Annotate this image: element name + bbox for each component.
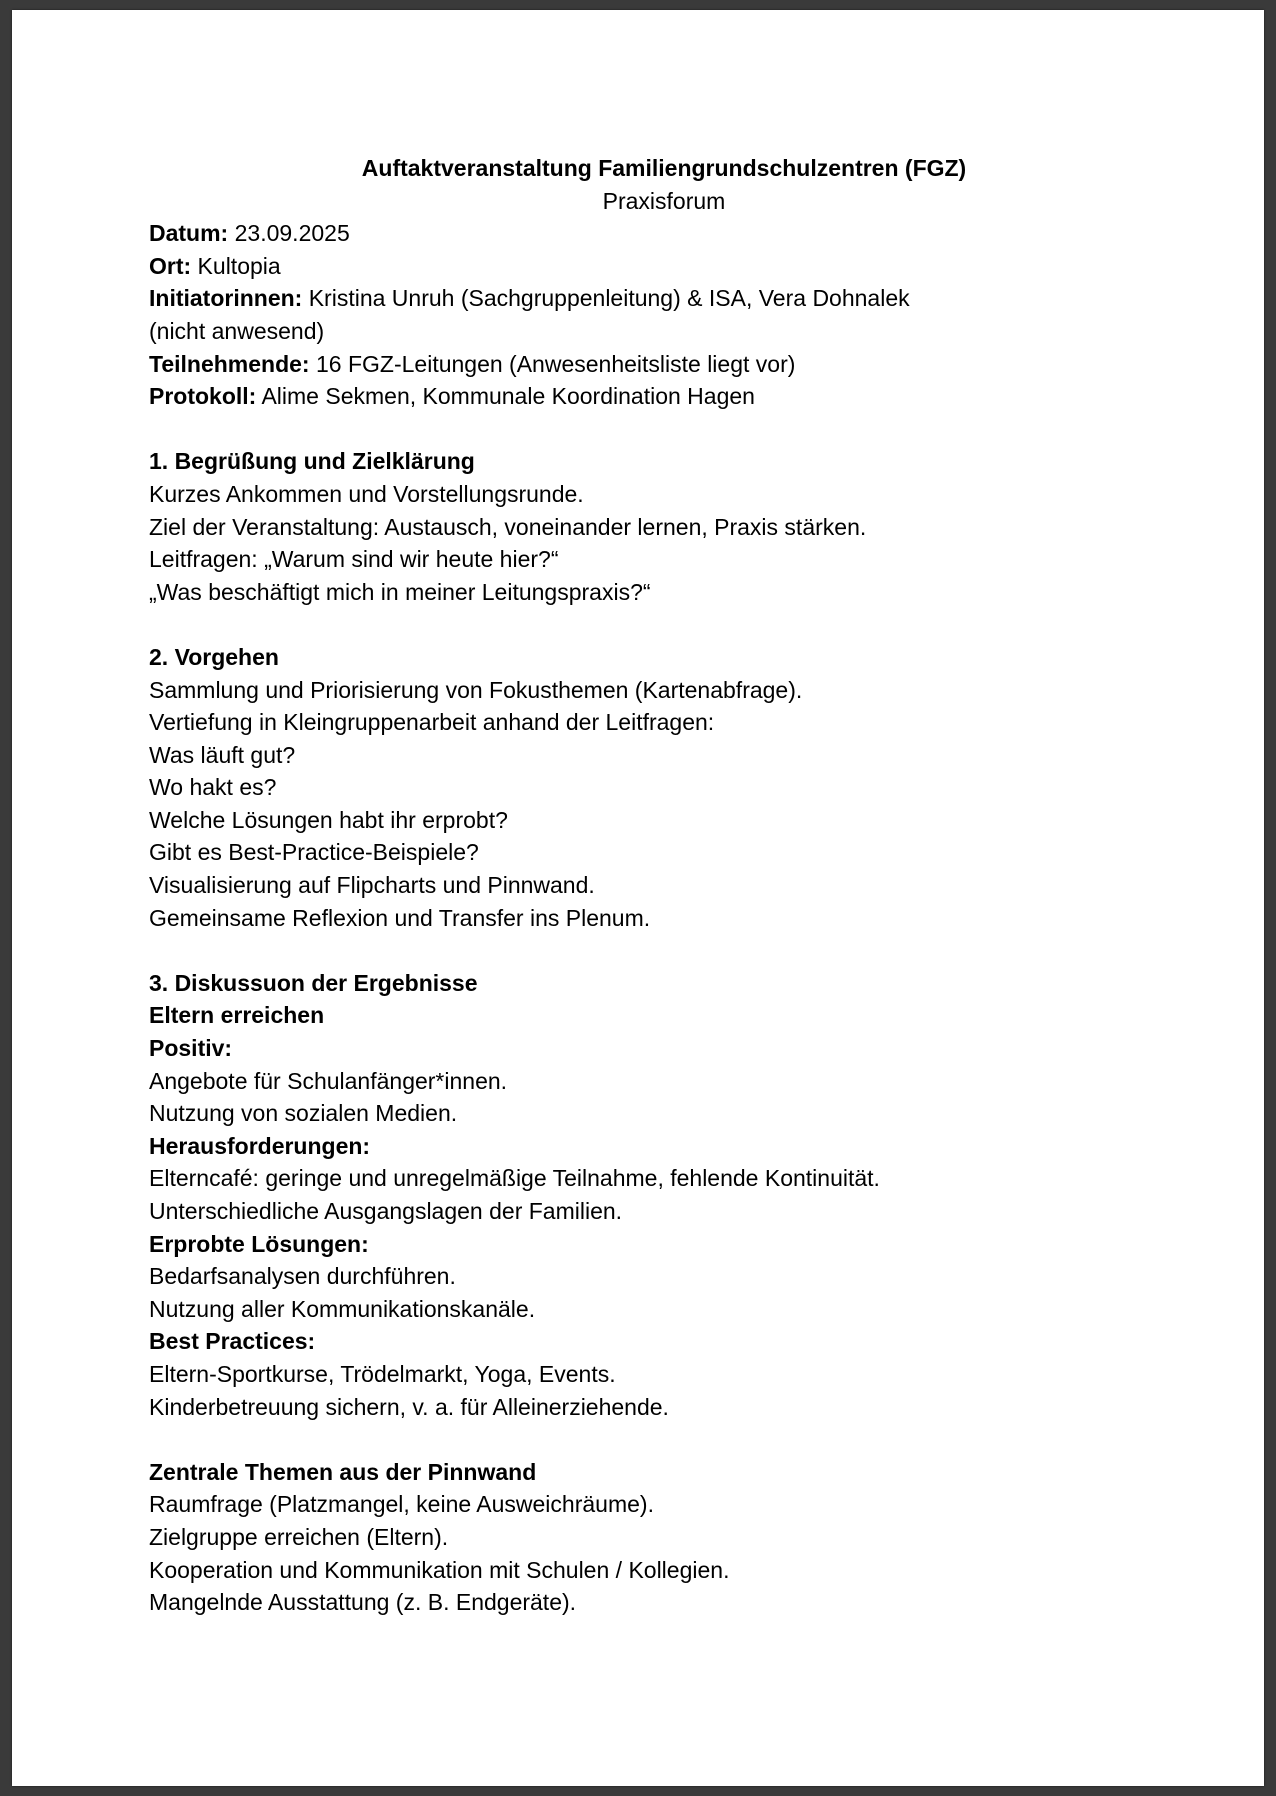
document-subtitle: Praxisforum	[602, 187, 726, 214]
meta-teilnehmende-value: 16 FGZ-Leitungen (Anwesenheitsliste liegt vor)	[309, 350, 796, 377]
herausforderungen-line: Elterncafé: geringe und unregelmäßige Teilnahme, fehlende Kontinuität.	[149, 1165, 880, 1192]
section1-line: Kurzes Ankommen und Vorstellungsrunde.	[149, 480, 584, 507]
section2-line: Visualisierung auf Flipcharts und Pinnwand.	[149, 872, 595, 899]
section2-line: Sammlung und Priorisierung von Fokusthemen (Kartenabfrage).	[149, 676, 803, 703]
positiv-line: Nutzung von sozialen Medien.	[149, 1100, 458, 1127]
section2-line: Was läuft gut?	[149, 741, 296, 768]
document-title: Auftaktveranstaltung Familiengrundschulzentren (FGZ)	[361, 155, 967, 181]
section1-line: Leitfragen: „Warum sind wir heute hier?“	[149, 546, 559, 573]
section4-line: Kooperation und Kommunikation mit Schulen / Kollegien.	[149, 1556, 730, 1583]
meta-initiatorinnen-label: Initiatorinnen:	[149, 285, 303, 312]
section2-line: Wo hakt es?	[149, 774, 277, 801]
section1-line: Ziel der Veranstaltung: Austausch, voneinander lernen, Praxis stärken.	[149, 513, 867, 540]
meta-teilnehmende	[149, 348, 1149, 381]
meta-protokoll-value: Alime Sekmen, Kommunale Koordination Hagen	[256, 383, 755, 410]
meta-protokoll	[149, 380, 1149, 413]
meta-datum-value: 23.09.2025	[228, 220, 350, 247]
document-body	[149, 152, 1149, 1619]
meta-teilnehmende-label: Teilnehmende:	[149, 350, 310, 377]
best-practices-line: Eltern-Sportkurse, Trödelmarkt, Yoga, Events.	[149, 1360, 616, 1387]
herausforderungen-label: Herausforderungen:	[149, 1132, 371, 1159]
section2-line: Welche Lösungen habt ihr erprobt?	[149, 806, 508, 833]
meta-initiatorinnen	[149, 282, 1149, 315]
meta-datum	[149, 217, 1149, 250]
positiv-line: Angebote für Schulanfänger*innen.	[149, 1067, 508, 1094]
loesungen-label: Erprobte Lösungen:	[149, 1230, 369, 1257]
section4-line: Zielgruppe erreichen (Eltern).	[149, 1523, 449, 1550]
loesungen-line: Nutzung aller Kommunikationskanäle.	[149, 1295, 536, 1322]
section3-subheading: Eltern erreichen	[149, 1002, 325, 1029]
section4-line: Mangelnde Ausstattung (z. B. Endgeräte).	[149, 1589, 577, 1616]
best-practices-label: Best Practices:	[149, 1328, 316, 1355]
meta-initiatorinnen-cont: (nicht anwesend)	[149, 317, 325, 344]
section1-heading: 1. Begrüßung und Zielklärung	[149, 448, 475, 475]
meta-protokoll-label: Protokoll:	[149, 383, 257, 410]
section1-line: „Was beschäftigt mich in meiner Leitungspraxis?“	[149, 578, 651, 605]
section3-heading: 3. Diskussuon der Ergebnisse	[149, 969, 478, 996]
section4-line: Raumfrage (Platzmangel, keine Ausweichräume).	[149, 1491, 654, 1518]
section4-heading: Zentrale Themen aus der Pinnwand	[149, 1458, 537, 1485]
meta-ort-value: Kultopia	[191, 252, 281, 279]
positiv-label: Positiv:	[149, 1035, 233, 1062]
meta-ort-label: Ort:	[149, 252, 192, 279]
section2-line: Gemeinsame Reflexion und Transfer ins Plenum.	[149, 904, 651, 931]
herausforderungen-line: Unterschiedliche Ausgangslagen der Familien.	[149, 1198, 623, 1224]
meta-ort	[149, 250, 1149, 283]
meta-datum-label: Datum:	[149, 220, 229, 247]
best-practices-line: Kinderbetreuung sichern, v. a. für Alleinerziehende.	[149, 1393, 669, 1420]
loesungen-line: Bedarfsanalysen durchführen.	[149, 1263, 456, 1290]
section2-line: Vertiefung in Kleingruppenarbeit anhand der Leitfragen:	[149, 709, 715, 736]
meta-initiatorinnen-value: Kristina Unruh (Sachgruppenleitung) & ISA, Vera Dohnalek	[302, 285, 910, 312]
section2-line: Gibt es Best-Practice-Beispiele?	[149, 839, 479, 866]
section2-heading: 2. Vorgehen	[149, 643, 279, 670]
